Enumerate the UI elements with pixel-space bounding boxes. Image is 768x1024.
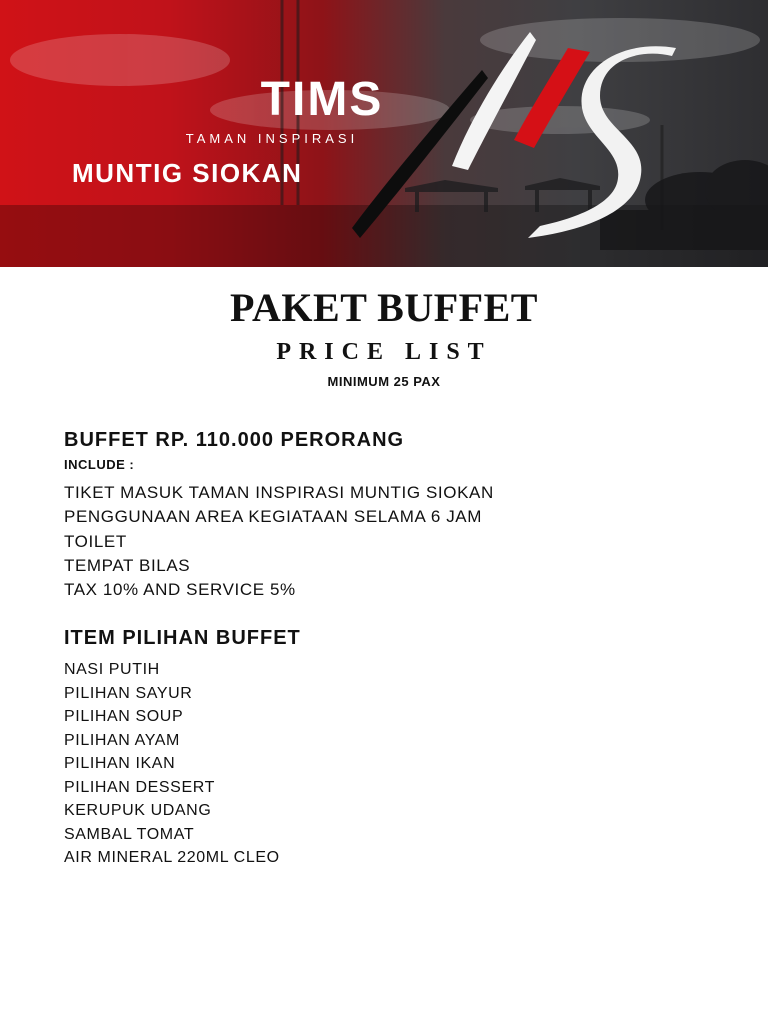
buffet-items-heading: ITEM PILIHAN BUFFET (64, 627, 301, 649)
page-title: PAKET BUFFET (230, 285, 538, 330)
logo-title: TIMS (260, 73, 384, 126)
buffet-item: NASI PUTIH (64, 661, 160, 678)
include-list (64, 481, 494, 602)
buffet-item: PILIHAN IKAN (64, 755, 176, 772)
include-label: INCLUDE : (64, 457, 135, 472)
buffet-item: PILIHAN DESSERT (64, 778, 215, 796)
include-item: TAX 10% AND SERVICE 5% (64, 580, 296, 600)
buffet-item: PILIHAN AYAM (64, 731, 180, 749)
logo-name: MUNTIG SIOKAN (72, 158, 303, 188)
include-item: TIKET MASUK TAMAN INSPIRASI MUNTIG SIOKAN (64, 483, 494, 502)
buffet-item: SAMBAL TOMAT (64, 825, 195, 843)
buffet-item: PILIHAN SAYUR (64, 684, 193, 702)
header-banner (0, 0, 768, 267)
include-item: TOILET (64, 531, 127, 551)
page-subtitle: PRICE LIST (276, 339, 492, 365)
buffet-item: PILIHAN SOUP (64, 708, 184, 725)
buffet-item: KERUPUK UDANG (64, 802, 212, 819)
buffet-items-list (64, 658, 280, 870)
buffet-item: AIR MINERAL 220ML CLEO (64, 849, 280, 866)
minimum-pax-note: MINIMUM 25 PAX (327, 374, 441, 389)
banner-background-image (0, 0, 768, 267)
include-item: TEMPAT BILAS (64, 555, 191, 575)
logo-subtitle: TAMAN INSPIRASI (185, 131, 359, 146)
include-item: PENGGUNAAN AREA KEGIATAAN SELAMA 6 JAM (64, 507, 483, 527)
package-price-heading: BUFFET RP. 110.000 PERORANG (64, 429, 405, 451)
